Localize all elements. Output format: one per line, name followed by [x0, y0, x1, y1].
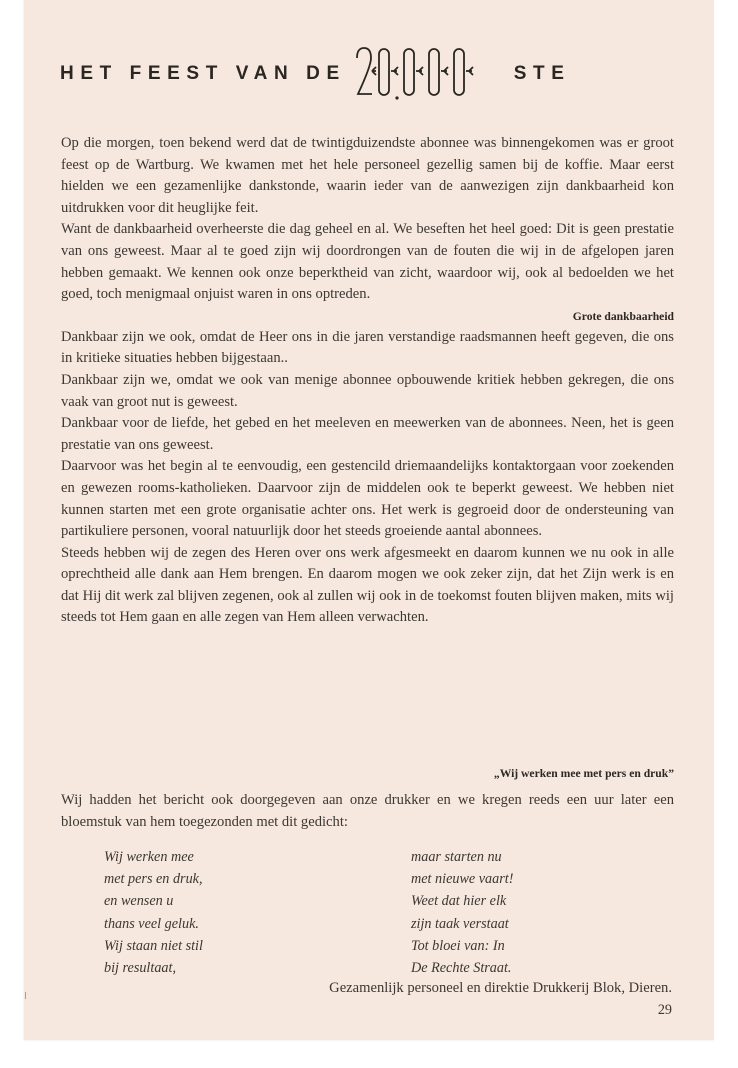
poem-line: bij resultaat, [104, 960, 176, 977]
poem-line: zijn taak verstaat [411, 915, 509, 932]
poem-line: maar starten nu [411, 849, 502, 865]
poem-right-column [411, 846, 513, 979]
paragraph: Dankbaar zijn we ook, omdat de Heer ons in die jaren verstandige raadsmannen heeft gegeven, die ons in kritieke situaties hebben bijgestaan.. [61, 328, 674, 367]
poem-line: Weet dat hier elk [411, 893, 507, 910]
paragraph: Op die morgen, toen bekend werd dat de twintigduizendste abonnee was binnengekomen was er groot feest op de Wartburg. We kwamen met het hele personeel gezellig samen bij de koffie. Maar eerst hielden we een gezamenlijke dankstonde, waarin ieder van de aanwezigen zijn dankbaarheid kon uitdrukken voor dit heuglijke feit. [61, 135, 674, 216]
decorative-number-20000-icon [354, 44, 502, 104]
poem-line: met nieuwe vaart! [411, 871, 514, 888]
signature: Gezamenlijk personeel en direktie Drukkerij Blok, Dieren. [329, 980, 672, 996]
page-edge [714, 0, 738, 1068]
scan-mark [25, 992, 26, 999]
poem-line: en wensen u [104, 893, 174, 910]
paragraph: Dankbaar zijn we, omdat we ook van menige abonnee opbouwende kritiek hebben gekregen, die ons vaak van groot nut is geweest. [61, 371, 674, 410]
paragraph: Want de dankbaarheid overheerste die dag geheel en al. We beseften het heel goed: Dit is geen prestatie van ons geweest. Maar al te goed zijn wij doordrongen van de fouten die wij in de afgelopen jaren hebben gemaakt. We kennen ook onze beperktheid van zicht, waardoor wij, ook al bedoelden we het goed, toch menigmaal onjuist waren in ons optreden. [61, 221, 674, 303]
subheading-grote-dankbaarheid: Grote dankbaarheid [572, 309, 674, 323]
poem-line: Wij werken mee [104, 849, 194, 865]
article-body [61, 133, 674, 629]
poem-line: met pers en druk, [104, 871, 203, 888]
title-number-graphic [354, 44, 502, 104]
poem-left-column [104, 846, 203, 979]
paragraph: Dankbaar voor de liefde, het gebed en het meeleven en meewerken van de abonnees. Neen, het is geen prestatie van ons geweest. [61, 415, 674, 453]
paragraph: Wij hadden het bericht ook doorgegeven aan onze drukker en we kregen reeds een uur later een bloemstuk van hem toegezonden met dit gedicht: [61, 792, 674, 830]
page-title [60, 44, 571, 104]
poem-line: thans veel geluk. [104, 915, 199, 932]
poem-line: De Rechte Straat. [411, 960, 512, 977]
paragraph: Daarvoor was het begin al te eenvoudig, een gestencild driemaandelijks kontaktorgaan voor zoekenden en gewezen rooms-katholieken. Daarvoor zijn de middelen ook te beperkt geweest. We hebben niet kunnen starten met een grote organisatie achter ons. Het werk is gegroeid door de ondersteuning van partikuliere personen, vooral natuurlijk door het steeds groeiende aantal abonnees. [61, 458, 674, 540]
title-suffix: STE [513, 63, 571, 84]
subheading-wij-werken-mee: „Wij werken mee met pers en druk” [493, 767, 674, 780]
page-number: 29 [657, 1002, 672, 1018]
paragraph: Steeds hebben wij de zegen des Heren over ons werk afgesmeekt en daarom kunnen we nu ook in alle oprechtheid alle dank aan Hem brengen. En daarom mogen we ook zeker zijn, dat het Zijn werk is en dat Hij dit werk zal blijven zegenen, ook al zullen wij ook in de toekomst fouten blijven maken, mits wij steeds tot Hem gaan en alle zegen van Hem alleen verwachten. [61, 544, 674, 626]
title-prefix: HET FEEST VAN DE [60, 63, 346, 84]
poem-line: Tot bloei van: In [411, 937, 505, 954]
poem-line: Wij staan niet stil [104, 937, 203, 954]
